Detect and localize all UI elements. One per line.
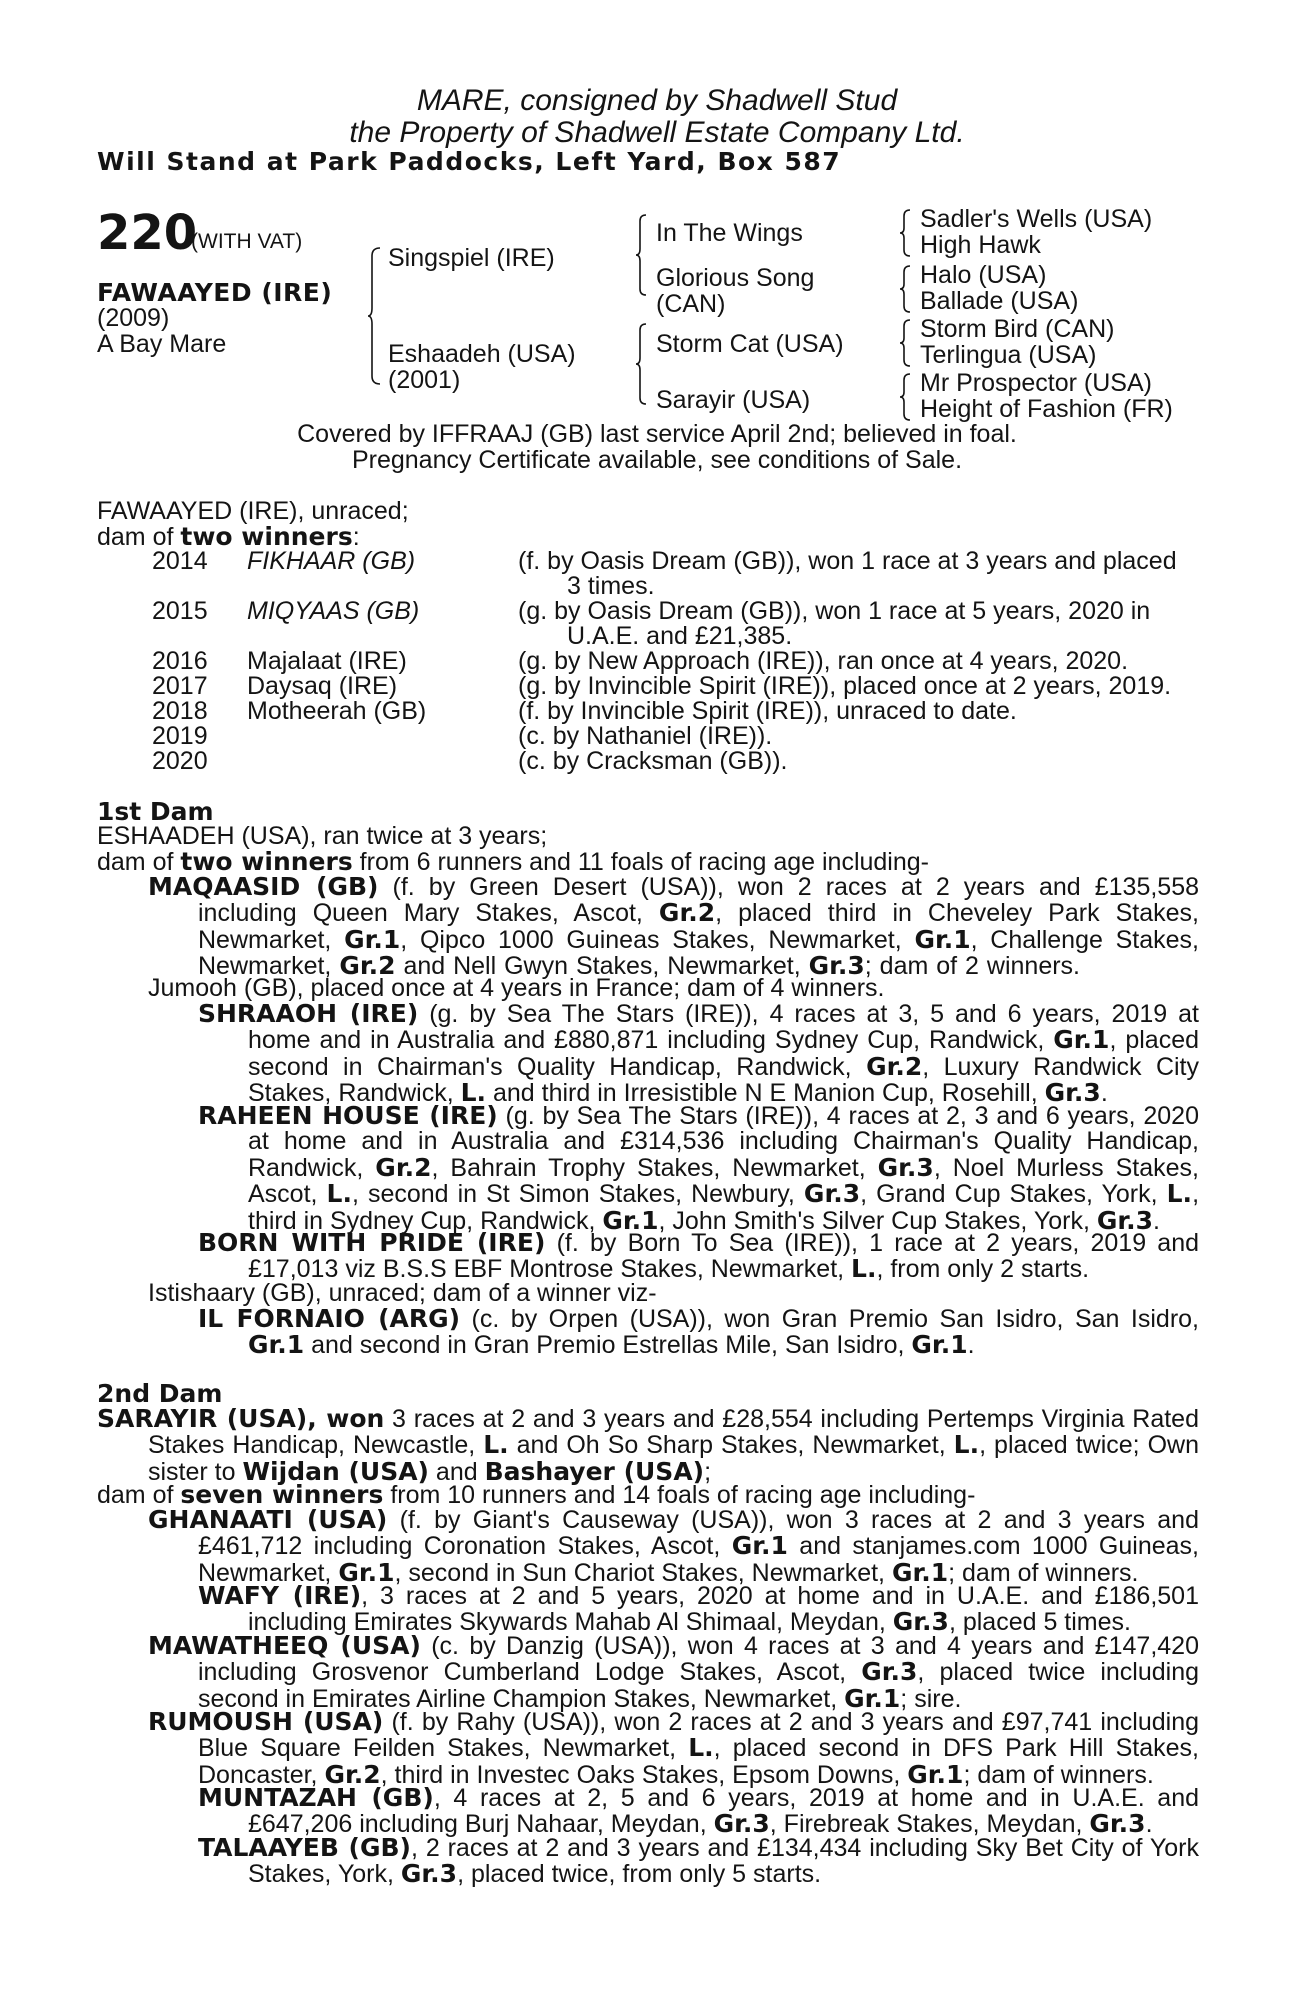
- produce-note: (f. by Invincible Spirit (IRE)), unraced to date.: [518, 697, 1017, 725]
- pedigree-ggg: Height of Fashion (FR): [920, 395, 1173, 423]
- entry-maqaasid: MAQAASID (GB) (f. by Green Desert (USA)), won 2 races at 2 years and £135,558 including Queen Mary Stakes, Ascot, Gr.2, placed third in Cheveley Park Stakes, Newmarket, Gr.1, Qipco 1000 Guineas Stakes, Newmarket, Gr.1, Challenge Stakes, Newmarket, Gr.2 and Nell Gwyn Stakes, Newmarket, Gr.3; dam of 2 winners.: [148, 872, 1200, 981]
- pedigree-brace: [636, 213, 648, 297]
- produce-name: MIQYAAS (GB): [247, 597, 420, 625]
- lot-number: 220: [97, 205, 198, 261]
- entry-ghanaati: GHANAATI (USA) (f. by Giant's Causeway (USA)), won 3 races at 2 and 3 years and £461,712 including Coronation Stakes, Ascot, Gr.1 and stanjames.com 1000 Guineas, Newmarket, Gr.1, second in Sun Chariot Stakes, Newmarket, Gr.1; dam of winners.: [148, 1505, 1199, 1587]
- entry-istishaary: Istishaary (GB), unraced; dam of a winner viz-: [148, 1279, 657, 1307]
- pedigree-brace: [900, 208, 912, 258]
- produce-name: FIKHAAR (GB): [247, 547, 416, 575]
- produce-year: 2016: [152, 647, 208, 675]
- pedigree-ggg: Halo (USA): [920, 261, 1047, 289]
- produce-name: Daysaq (IRE): [247, 672, 398, 700]
- pedigree-dam: Eshaadeh (USA): [388, 340, 576, 368]
- produce-intro-winners: dam of two winners:: [97, 522, 360, 551]
- pedigree-grandsire-dam: Glorious Song: [656, 264, 815, 292]
- pedigree-granddam: Sarayir (USA): [656, 386, 811, 414]
- produce-note: (c. by Nathaniel (IRE)).: [518, 722, 773, 750]
- pedigree-ggg: Mr Prospector (USA): [920, 369, 1152, 397]
- entry-born-with-pride: BORN WITH PRIDE (IRE) (f. by Born To Sea (IRE)), 1 race at 2 years, 2019 and £17,013 viz B.S.S EBF Montrose Stakes, Newmarket, L., from only 2 starts.: [198, 1228, 1199, 1284]
- entry-talaayeb: TALAAYEB (GB), 2 races at 2 and 3 years and £134,434 including Sky Bet City of York Stakes, York, Gr.3, placed twice, from only 5 starts.: [198, 1833, 1199, 1889]
- pedigree-grandsire-dam-origin: (CAN): [656, 290, 726, 318]
- produce-note: (c. by Cracksman (GB)).: [518, 747, 788, 775]
- property-line: the Property of Shadwell Estate Company Ltd.: [349, 116, 965, 149]
- second-dam-summary: dam of seven winners from 10 runners and 14 foals of racing age including-: [97, 1480, 976, 1509]
- pedigree-sire: Singspiel (IRE): [388, 244, 555, 272]
- pedigree-granddam-sire: Storm Cat (USA): [656, 330, 844, 358]
- entry-muntazah: MUNTAZAH (GB), 4 races at 2, 5 and 6 years, 2019 at home and in U.A.E. and £647,206 including Burj Nahaar, Meydan, Gr.3, Firebreak Stakes, Meydan, Gr.3.: [198, 1783, 1200, 1839]
- produce-name: Motheerah (GB): [247, 697, 427, 725]
- entry-wafy: WAFY (IRE), 3 races at 2 and 5 years, 2020 at home and in U.A.E. and £186,501 including Emirates Skywards Mahab Al Shimaal, Meydan, Gr.3, placed 5 times.: [198, 1581, 1199, 1637]
- produce-note: (f. by Oasis Dream (GB)), won 1 race at 3 years and placed: [518, 547, 1177, 575]
- entry-jumooh: Jumooh (GB), placed once at 4 years in France; dam of 4 winners.: [148, 974, 885, 1002]
- produce-note-cont: 3 times.: [567, 572, 655, 600]
- produce-year: 2015: [152, 597, 208, 625]
- entry-rumoush: RUMOUSH (USA) (f. by Rahy (USA)), won 2 races at 2 and 3 years and £97,741 including Blue Square Feilden Stakes, Newmarket, L., placed second in DFS Park Hill Stakes, Doncaster, Gr.2, third in Investec Oaks Stakes, Epsom Downs, Gr.1; dam of winners.: [148, 1707, 1200, 1789]
- produce-year: 2017: [152, 672, 208, 700]
- pedigree-brace: [900, 372, 912, 422]
- pedigree-ggg: High Hawk: [920, 231, 1041, 259]
- pedigree-grandsire: In The Wings: [656, 219, 803, 247]
- entry-il-fornaio: IL FORNAIO (ARG) (c. by Orpen (USA)), won Gran Premio San Isidro, San Isidro, Gr.1 and second in Gran Premio Estrellas Mile, San Isidro, Gr.1.: [198, 1304, 1200, 1360]
- pedigree-dam-year: (2001): [388, 366, 461, 394]
- consignor-line: MARE, consigned by Shadwell Stud: [416, 84, 898, 117]
- pedigree-brace: [368, 246, 382, 386]
- entry-sarayir: SARAYIR (USA), won 3 races at 2 and 3 years and £28,554 including Pertemps Virginia Rated Stakes Handicap, Newcastle, L. and Oh So Sharp Stakes, Newmarket, L., placed twice; Own sister to Wijdan (USA) and Bashayer (USA);: [97, 1404, 1199, 1486]
- produce-year: 2020: [152, 747, 208, 775]
- pedigree-brace: [900, 264, 912, 314]
- entry-mawatheeq: MAWATHEEQ (USA) (c. by Danzig (USA)), won 4 races at 3 and 4 years and £147,420 including Grosvenor Cumberland Lodge Stakes, Ascot, Gr.3, placed twice including second in Emirates Airline Champion Stakes, Newmarket, Gr.1; sire.: [148, 1631, 1200, 1713]
- first-dam-line: ESHAADEH (USA), ran twice at 3 years;: [97, 822, 548, 850]
- produce-note: (g. by New Approach (IRE)), ran once at 4 years, 2020.: [518, 647, 1129, 675]
- location-line: Will Stand at Park Paddocks, Left Yard, Box 587: [97, 147, 842, 176]
- pedigree-ggg: Terlingua (USA): [920, 341, 1097, 369]
- pedigree-brace: [636, 322, 648, 406]
- produce-note-cont: U.A.E. and £21,385.: [567, 622, 793, 650]
- horse-description: A Bay Mare: [97, 330, 227, 358]
- entry-raheen-house: RAHEEN HOUSE (IRE) (g. by Sea The Stars (IRE)), 4 races at 2, 3 and 6 years, 2020 at home and in Australia and £314,536 including Chairman's Quality Handicap, Randwick, Gr.2, Bahrain Trophy Stakes, Newmarket, Gr.3, Noel Murless Stakes, Ascot, L., second in St Simon Stakes, Newbury, Gr.3, Grand Cup Stakes, York, L., third in Sydney Cup, Randwick, Gr.1, John Smith's Silver Cup Stakes, York, Gr.3.: [198, 1101, 1200, 1235]
- second-dam-heading: 2nd Dam: [97, 1379, 223, 1408]
- pedigree-brace: [900, 318, 912, 368]
- covered-note: Covered by IFFRAAJ (GB) last service April 2nd; believed in foal.: [297, 420, 1017, 448]
- pedigree-ggg: Sadler's Wells (USA): [920, 205, 1153, 233]
- horse-name: FAWAAYED (IRE): [97, 278, 333, 307]
- produce-name: Majalaat (IRE): [247, 647, 407, 675]
- produce-note: (g. by Invincible Spirit (IRE)), placed once at 2 years, 2019.: [518, 672, 1172, 700]
- produce-intro: FAWAAYED (IRE), unraced;: [97, 497, 409, 525]
- horse-year: (2009): [97, 304, 170, 332]
- first-dam-heading: 1st Dam: [97, 797, 214, 826]
- pregnancy-note: Pregnancy Certificate available, see conditions of Sale.: [351, 446, 963, 474]
- first-dam-summary: dam of two winners from 6 runners and 11 foals of racing age including-: [97, 847, 929, 876]
- entry-shraaoh: SHRAAOH (IRE) (g. by Sea The Stars (IRE)), 4 races at 3, 5 and 6 years, 2019 at home and in Australia and £880,871 including Sydney Cup, Randwick, Gr.1, placed second in Chairman's Quality Handicap, Randwick, Gr.2, Luxury Randwick City Stakes, Randwick, L. and third in Irresistible N E Manion Cup, Rosehill, Gr.3.: [198, 999, 1199, 1108]
- produce-year: 2014: [152, 547, 208, 575]
- pedigree-ggg: Storm Bird (CAN): [920, 315, 1115, 343]
- produce-year: 2019: [152, 722, 208, 750]
- produce-note: (g. by Oasis Dream (GB)), won 1 race at 5 years, 2020 in: [518, 597, 1151, 625]
- vat-note: (WITH VAT): [191, 230, 303, 253]
- produce-year: 2018: [152, 697, 208, 725]
- pedigree-ggg: Ballade (USA): [920, 287, 1079, 315]
